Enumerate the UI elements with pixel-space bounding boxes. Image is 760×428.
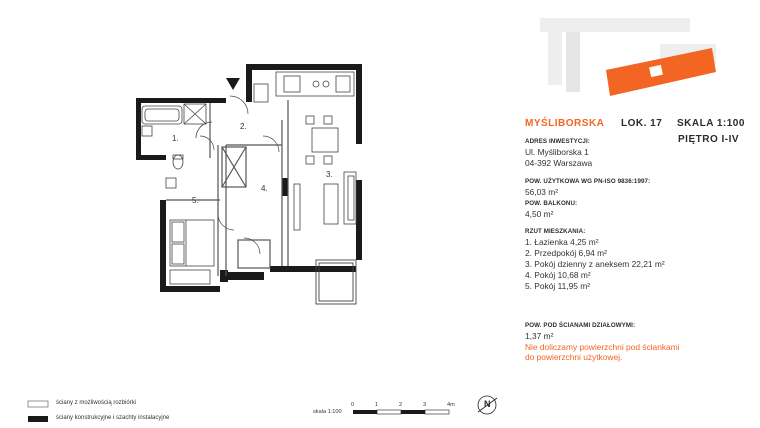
address-label: ADRES INWESTYCJI: [525, 138, 590, 145]
room-item: 2. Przedpokój 6,94 m² [525, 248, 607, 258]
scale-tick-4: 4m [447, 402, 455, 408]
partition-note-line2: do powierzchni użytkowej. [525, 352, 623, 362]
street-name: MYŚLIBORSKA [525, 118, 605, 129]
scale-tick-2: 2 [399, 402, 403, 408]
dining-table [306, 116, 338, 164]
room-item: 1. Łazienka 4,25 m² [525, 237, 599, 247]
room-label-2: 2. [240, 122, 247, 131]
rooms-list [525, 237, 665, 292]
room-label-1: 1. [172, 134, 179, 143]
unit-number: LOK. 17 [621, 118, 663, 129]
scale-tick-0: 0 [351, 402, 355, 408]
compass-letter: N [484, 399, 491, 409]
partition-area-label: POW. POD ŚCIANAMI DZIAŁOWYMI: [525, 322, 636, 329]
scale-title: SKALA 1:100 [677, 118, 745, 129]
room-item: 3. Pokój dzienny z aneksem 22,21 m² [525, 259, 665, 269]
balcony-value: 4,50 m² [525, 209, 554, 219]
floor-range: PIĘTRO I-IV [678, 134, 740, 145]
legend-demountable: ściany z możliwością rozbiórki [56, 400, 137, 406]
room-item: 4. Pokój 10,68 m² [525, 270, 591, 280]
legend-swatch-structural [28, 416, 48, 422]
room-item: 5. Pokój 11,95 m² [525, 281, 591, 291]
room-label-5: 5. [192, 196, 199, 205]
kitchen [276, 72, 354, 96]
legend-structural: ściany konstrukcyjne i szachty instalacyjne [56, 415, 170, 421]
door-swings [200, 96, 279, 254]
address-line1: Ul. Myśliborska 1 [525, 147, 589, 157]
partition-note-line1: Nie doliczamy powierzchni pod ściankami [525, 342, 680, 352]
address-line2: 04-392 Warszawa [525, 158, 593, 168]
partition-area-value: 1,37 m² [525, 331, 554, 341]
scale-tick-3: 3 [423, 402, 427, 408]
room-label-4: 4. [261, 184, 268, 193]
room-label-3: 3. [326, 170, 333, 179]
scale-tick-1: 1 [375, 402, 379, 408]
key-plan [540, 18, 716, 96]
usable-area-value: 56,03 m² [525, 187, 559, 197]
bathroom-fixtures [142, 104, 212, 188]
entrance-marker [226, 78, 240, 90]
usable-area-label: POW. UŻYTKOWA WG PN-ISO 9836:1997: [525, 178, 651, 185]
scale-label: skala 1:100 [313, 409, 342, 415]
bedroom-bed [170, 220, 214, 284]
legend-swatch-demountable [28, 401, 48, 407]
rooms-label: RZUT MIESZKANIA: [525, 228, 586, 235]
balcony-label: POW. BALKONU: [525, 200, 578, 207]
living-furniture [294, 172, 356, 230]
scale-bar-graphic [353, 410, 449, 414]
